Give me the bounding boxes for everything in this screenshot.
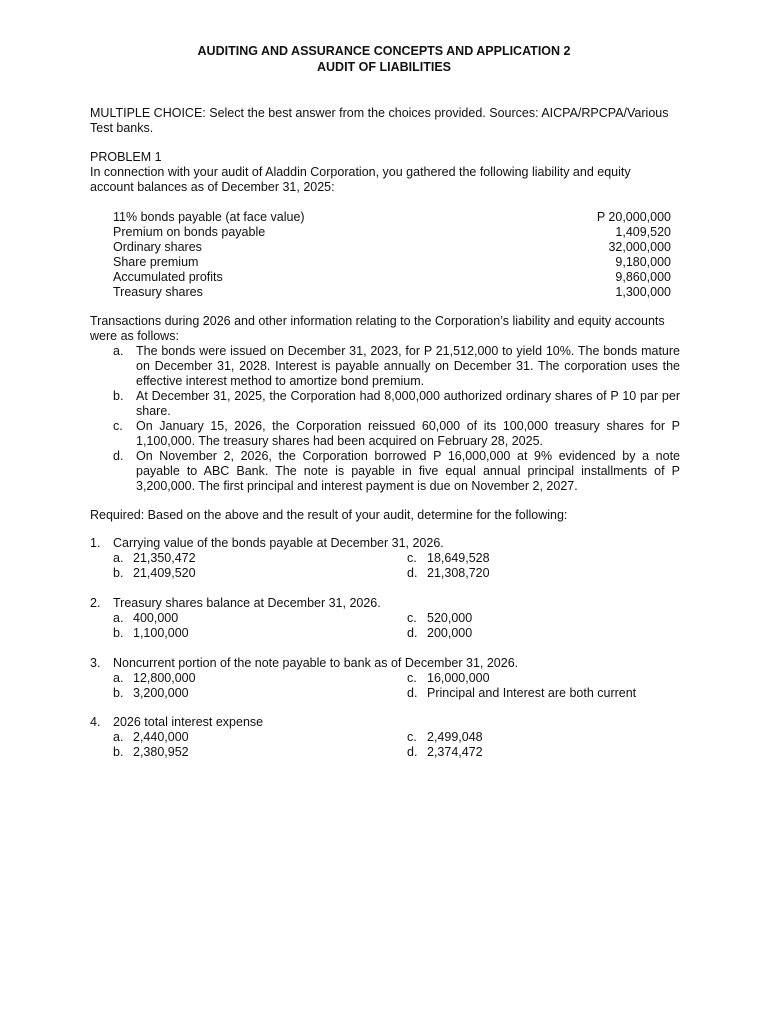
answer-option: b. 1,100,000 xyxy=(113,626,189,640)
account-name: Treasury shares xyxy=(113,285,203,299)
account-row xyxy=(113,240,671,255)
account-amount: 9,860,000 xyxy=(615,270,671,284)
answer-option: b. 21,409,520 xyxy=(113,566,196,580)
item-letter: d. xyxy=(113,449,124,463)
question-text: 2026 total interest expense xyxy=(113,715,264,729)
question-number: 4. xyxy=(90,715,101,729)
item-letter: b. xyxy=(113,389,124,403)
transactions-intro-line-2: were as follows: xyxy=(90,329,179,343)
list-item xyxy=(113,344,680,389)
account-row xyxy=(113,225,671,240)
answer-option: b. 2,380,952 xyxy=(113,745,189,759)
problem-intro-line-1: In connection with your audit of Aladdin Corporation, you gathered the following liability and equity xyxy=(90,165,631,179)
question-3 xyxy=(90,656,690,701)
list-item xyxy=(113,419,680,449)
required-text: Required: Based on the above and the result of your audit, determine for the following: xyxy=(90,508,568,522)
answer-option: d. Principal and Interest are both current xyxy=(407,686,637,700)
item-text: On January 15, 2026, the Corporation reissued 60,000 of its 100,000 treasury shares for P 1,100,000. The treasury shares had been acquired on February 28, 2025. xyxy=(136,419,680,448)
list-item xyxy=(113,449,680,494)
item-letter: a. xyxy=(113,344,124,358)
account-amount: 1,300,000 xyxy=(615,285,671,299)
document-subtitle: AUDIT OF LIABILITIES xyxy=(316,60,452,74)
item-text: The bonds were issued on December 31, 2023, for P 21,512,000 to yield 10%. The bonds mature on December 31, 2028. Interest is payable annually on December 31. The corporation uses the effective interest method to amortize bond premium. xyxy=(136,344,680,388)
answer-option: d. 200,000 xyxy=(407,626,473,640)
account-amount: 1,409,520 xyxy=(615,225,671,239)
transactions-list xyxy=(113,344,680,494)
account-amount: 32,000,000 xyxy=(608,240,671,254)
instructions-line-2: Test banks. xyxy=(90,121,154,135)
question-4 xyxy=(90,715,690,760)
account-row xyxy=(113,255,671,270)
answer-option: b. 3,200,000 xyxy=(113,686,189,700)
problem-intro-line-2: account balances as of December 31, 2025: xyxy=(90,180,335,194)
answer-option: c. 16,000,000 xyxy=(407,671,490,685)
question-number: 2. xyxy=(90,596,101,610)
item-text: At December 31, 2025, the Corporation had 8,000,000 authorized ordinary shares of P 10 par per share. xyxy=(136,389,680,418)
account-name: Accumulated profits xyxy=(113,270,223,284)
question-text: Carrying value of the bonds payable at December 31, 2026. xyxy=(113,536,444,550)
instructions-line-1: MULTIPLE CHOICE: Select the best answer from the choices provided. Sources: AICPA/RPCPA/Various xyxy=(90,106,669,120)
answer-option: a. 400,000 xyxy=(113,611,179,625)
item-text: On November 2, 2026, the Corporation borrowed P 16,000,000 at 9% evidenced by a note payable to ABC Bank. The note is payable in five equal annual principal installments of P 3,200,000. The first principal and interest payment is due on November 2, 2027. xyxy=(136,449,680,493)
item-letter: c. xyxy=(113,419,123,433)
account-row xyxy=(113,270,671,285)
account-amount: 9,180,000 xyxy=(615,255,671,269)
account-row xyxy=(113,210,671,225)
question-text: Treasury shares balance at December 31, 2026. xyxy=(113,596,381,610)
answer-option: d. 2,374,472 xyxy=(407,745,483,759)
answer-option: c. 18,649,528 xyxy=(407,551,490,565)
problem-label: PROBLEM 1 xyxy=(90,150,162,164)
account-name: 11% bonds payable (at face value) xyxy=(113,210,305,224)
answer-option: a. 21,350,472 xyxy=(113,551,196,565)
account-amount: P 20,000,000 xyxy=(596,210,671,224)
account-row xyxy=(113,285,671,300)
list-item xyxy=(113,389,680,419)
answer-option: c. 2,499,048 xyxy=(407,730,483,744)
account-name: Premium on bonds payable xyxy=(113,225,266,239)
account-name: Share premium xyxy=(113,255,199,269)
answer-option: c. 520,000 xyxy=(407,611,473,625)
question-2 xyxy=(90,596,690,641)
question-1 xyxy=(90,536,690,581)
answer-option: a. 2,440,000 xyxy=(113,730,189,744)
document-title: AUDITING AND ASSURANCE CONCEPTS AND APPLICATION 2 xyxy=(197,44,571,58)
answer-option: a. 12,800,000 xyxy=(113,671,196,685)
question-text: Noncurrent portion of the note payable to bank as of December 31, 2026. xyxy=(113,656,519,670)
question-number: 1. xyxy=(90,536,101,550)
question-number: 3. xyxy=(90,656,101,670)
account-balances-table xyxy=(113,210,671,300)
account-name: Ordinary shares xyxy=(113,240,202,254)
transactions-intro-line-1: Transactions during 2026 and other information relating to the Corporation’s liability and equity accounts xyxy=(90,314,665,328)
answer-option: d. 21,308,720 xyxy=(407,566,490,580)
